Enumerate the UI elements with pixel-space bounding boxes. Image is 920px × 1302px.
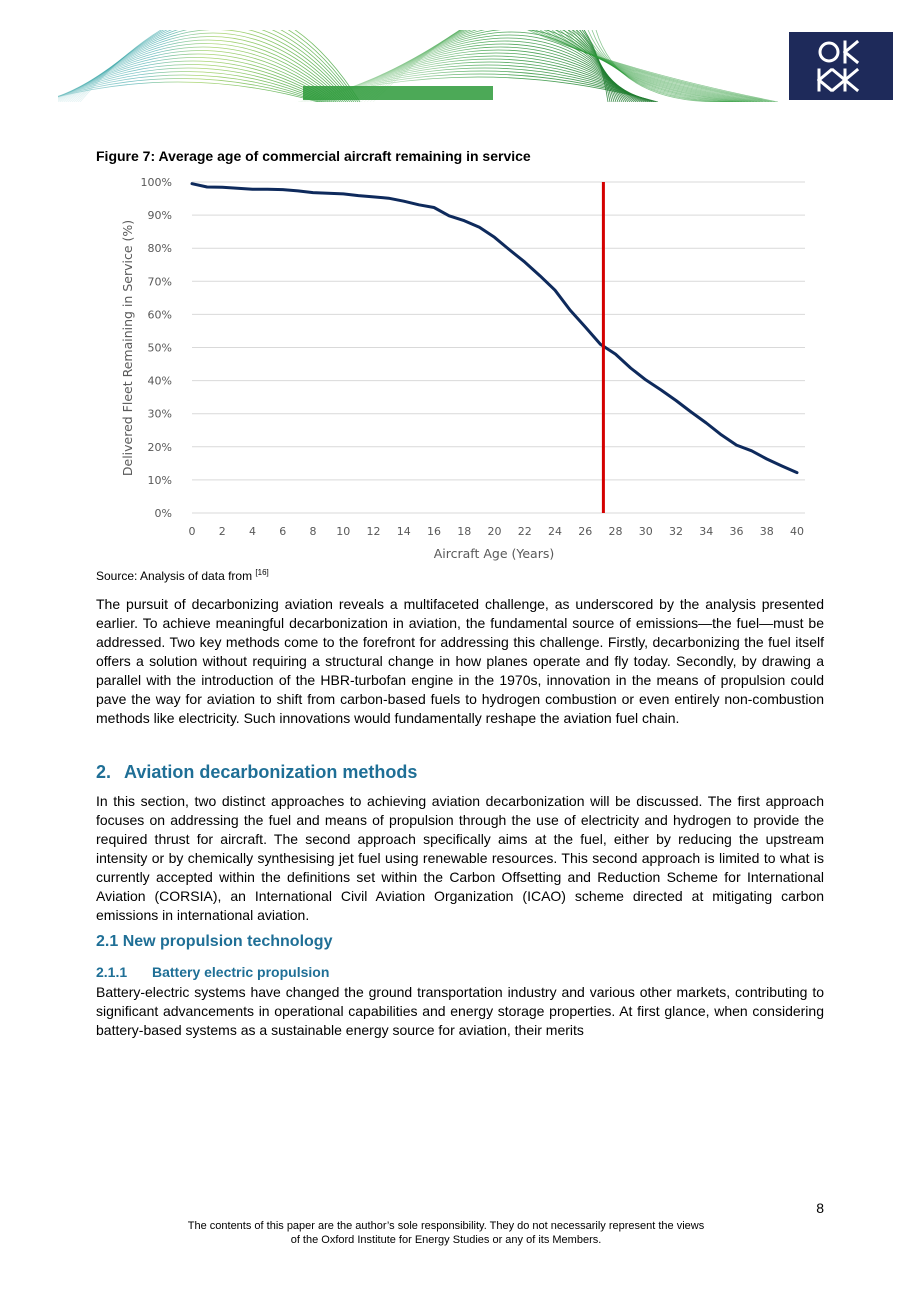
x-axis-label: Aircraft Age (Years) (433, 546, 555, 561)
y-tick-label: 20% (147, 440, 172, 454)
oies-logo (789, 32, 893, 100)
section-2-1-1-paragraph: Battery-electric systems have changed the ground transportation industry and various other markets, contributing to significant advancements in operational capabilities and energy storage properties. At first glance, when considering battery-based systems as a sustainable energy source for aviation, their merits (96, 984, 824, 1038)
figure-caption: Figure 7: Average age of commercial aircraft remaining in service (96, 148, 531, 164)
x-tick-label: 16 (427, 525, 441, 538)
footer-disclaimer (96, 1219, 796, 1247)
logo-mark-icon (789, 32, 893, 100)
source-reference: [16] (255, 568, 269, 577)
fleet-age-chart (96, 168, 826, 568)
x-tick-label: 8 (309, 525, 317, 538)
x-tick-label: 28 (608, 525, 623, 538)
x-tick-label: 36 (729, 525, 744, 538)
intro-paragraph: The pursuit of decarbonizing aviation reveals a multifaceted challenge, as underscored by the analysis presented earlier. To achieve meaningful decarbonization in aviation, the fundamental source of emissions—the fuel—must be addressed. Two key methods come to the forefront for addressing this challenge. Firstly, decarbonizing the fuel itself offers a solution without requiring a structural change in how planes operate and fly today. Secondly, by drawing a parallel with the introduction of the HBR-turbofan engine in the 1970s, innovation in the means of propulsion could pave the way for aviation to shift from carbon-based fuels to hydrogen combustion or even entirely non-combustion methods like electricity. Such innovations would fundamentally reshape the aviation fuel chain. (96, 596, 824, 726)
x-tick-label: 2 (218, 525, 226, 538)
x-tick-label: 10 (336, 525, 351, 538)
section-2-heading (96, 762, 417, 783)
header-banner (58, 30, 894, 102)
y-tick-label: 50% (147, 341, 172, 355)
y-tick-label: 30% (147, 407, 172, 421)
footer-line-1: The contents of this paper are the author’s sole responsibility. They do not necessarily represent the views (187, 1220, 705, 1232)
section-2-1-1-title: Battery electric propulsion (152, 964, 330, 980)
x-tick-label: 26 (578, 525, 593, 538)
y-tick-label: 60% (147, 308, 172, 322)
x-tick-label: 34 (699, 525, 714, 538)
x-tick-label: 4 (249, 525, 256, 538)
x-tick-label: 22 (517, 525, 532, 538)
source-text: Source: Analysis of data from (96, 569, 256, 583)
x-tick-label: 38 (759, 525, 774, 538)
chart-svg (96, 168, 826, 568)
y-tick-label: 10% (147, 473, 172, 487)
y-tick-label: 40% (147, 374, 172, 388)
y-tick-label: 100% (140, 176, 172, 189)
x-tick-label: 40 (790, 525, 804, 538)
section-2-paragraph: In this section, two distinct approaches to achieving aviation decarbonization will be discussed. The first approach focuses on addressing the fuel and means of propulsion through the use of electricity and hydrogen to provide the required thrust for aircraft. The second approach specifically aims at the fuel, either by reducing the upstream intensity or by chemically synthesising jet fuel using renewable resources. This second approach is limited to what is currently accepted within the definitions set within the Carbon Offsetting and Reduction Scheme for International Aviation (CORSIA), an International Civil Aviation Organization (ICAO) scheme directed at mitigating carbon emissions in international aviation. (96, 793, 824, 923)
section-2-number: 2. (96, 762, 112, 782)
y-tick-label: 90% (147, 209, 172, 223)
y-tick-label: 0% (154, 507, 172, 520)
figure-source (96, 568, 269, 583)
x-tick-label: 24 (548, 525, 562, 538)
x-tick-label: 20 (487, 525, 502, 538)
y-tick-label: 70% (147, 275, 172, 289)
x-tick-label: 12 (366, 525, 381, 538)
section-2-1-1-number: 2.1.1 (96, 964, 128, 980)
x-tick-label: 14 (396, 525, 411, 538)
footer-line-2: of the Oxford Institute for Energy Studies or any of its Members. (290, 1234, 602, 1246)
section-2-title: Aviation decarbonization methods (124, 762, 418, 782)
x-tick-label: 0 (188, 525, 196, 538)
x-tick-label: 6 (279, 525, 287, 538)
y-axis-label: Delivered Fleet Remaining in Service (%) (120, 219, 135, 477)
series-line (192, 184, 797, 473)
x-tick-label: 18 (457, 525, 472, 538)
section-2-1-heading: 2.1 New propulsion technology (96, 933, 333, 950)
wave-arc (62, 40, 342, 102)
section-2-1-1-heading (96, 964, 329, 980)
page-number: 8 (816, 1200, 824, 1216)
x-tick-label: 32 (669, 525, 683, 538)
y-tick-label: 80% (147, 242, 172, 256)
x-tick-label: 30 (638, 525, 653, 538)
wave-decoration (58, 30, 894, 102)
